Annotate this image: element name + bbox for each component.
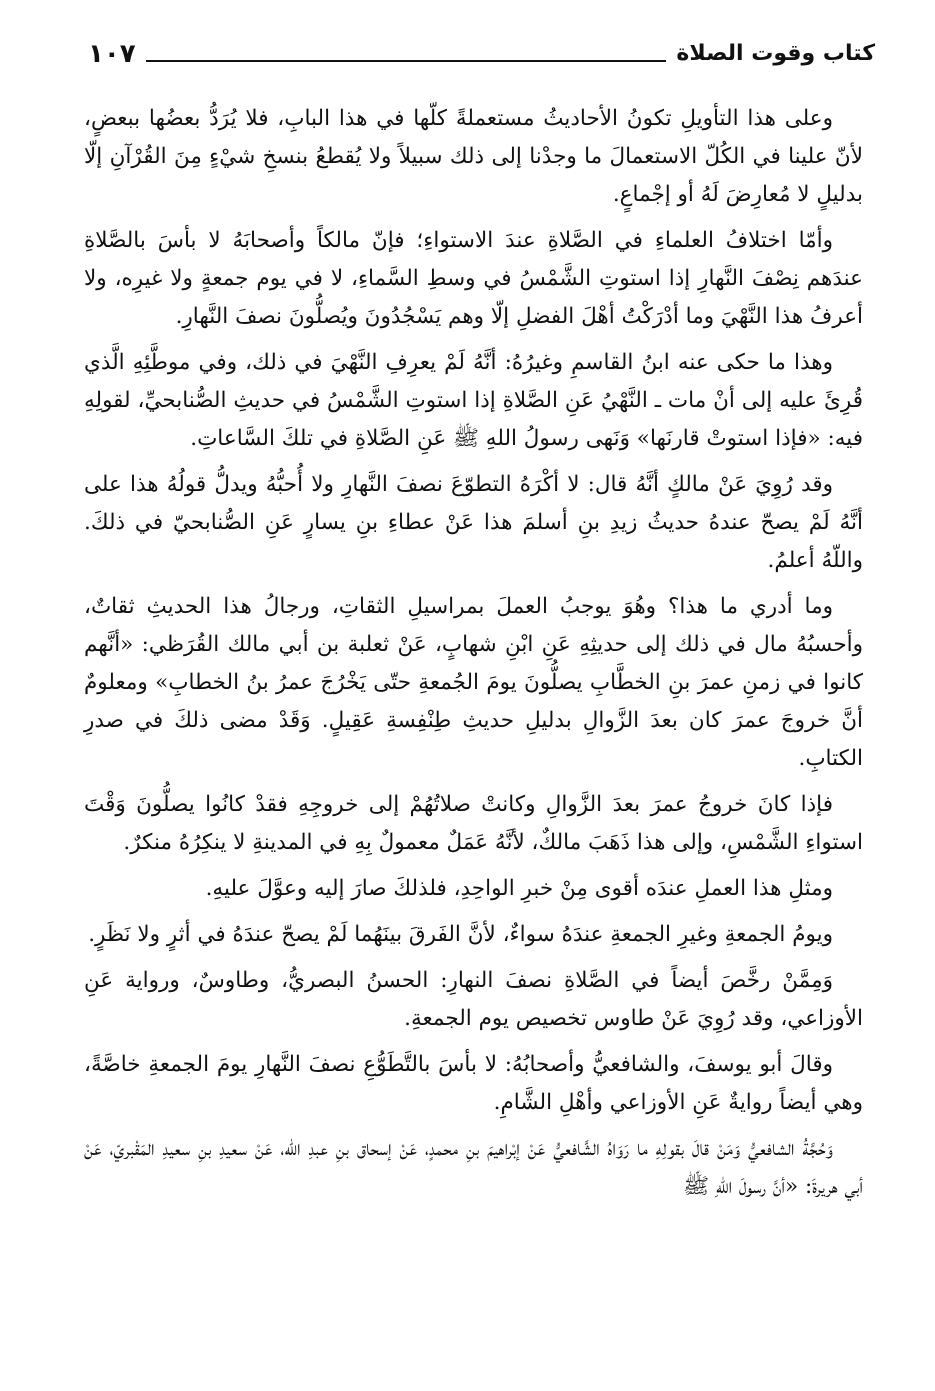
paragraph: وهذا ما حكى عنه ابنُ القاسمِ وغيرُهُ: أنَّهُ لَمْ يعرِفِ النَّهْيَ في ذلك، وفي موطَّئِهِ الَّذي قُرِئَ عليه إلى أنْ مات ـ النَّهْيُ عَنِ الصَّلاةِ إذا استوتِ الشَّمْسُ في حديثِ الصُّنابحيِّ، لقولِهِ فيه: «فإذا استوتْ قارنَها» وَنَهى رسولُ اللهِ ﷺ عَنِ الصَّلاةِ في تلكَ السَّاعاتِ. xyxy=(84,350,863,451)
paragraph: وأمّا اختلافُ العلماءِ في الصَّلاةِ عندَ الاستواءِ؛ فإنّ مالكاً وأصحابَهُ لا بأسَ بالصَّلاةِ عندَهم نِصْفَ النَّهارِ إذا استوتِ الشَّمْسُ في وسطِ السَّماءِ، لا في يوم جمعةٍ ولا غيرِه، ولا أعرفُ هذا النَّهْيَ وما أدْرَكْتُ أهْلَ الفضلِ إلّا وهم يَسْجُدُونَ ويُصلُّونَ نصفَ النَّهارِ. xyxy=(84,228,863,329)
page-header xyxy=(88,28,875,68)
header-rule xyxy=(146,60,667,62)
running-title: كتاب وقوت الصلاة xyxy=(676,41,875,66)
paragraph: وما أدري ما هذا؟ وهُوَ يوجبُ العملَ بمراسيلِ الثقاتِ، ورجالُ هذا الحديثِ ثقاتٌ، وأحسبُهُ مال في ذلك إلى حديثِهِ عَنِ ابْنِ شهابٍ، عَنْ ثعلبة بن أبي مالك القُرَظي: «أنَّهم كانوا في زمنِ عمرَ بنِ الخطَّابِ يصلُّونَ يومَ الجُمعةِ حتّى يَخْرُجَ عمرُ بنُ الخطابِ» ومعلومٌ أنَّ خروجَ عمرَ كان بعدَ الزَّوالِ بدليلِ حديثِ طِنْفِسةِ عَقِيلٍ. وَقَدْ مضى ذلكَ في صدرِ الكتابِ. xyxy=(84,594,863,771)
paragraph: وقد رُوِيَ عَنْ مالكٍ أنَّهُ قال: لا أكْرَهُ التطوّعَ نصفَ النَّهارِ ولا أُحبُّهُ ويدلُّ قولُهُ هذا على أنَّهُ لَمْ يصحّ عندهُ حديثُ زيدِ بنِ أسلمَ هذا عَنْ عطاءِ بنِ يسارٍ عَنِ الصُّنابحيّ في ذلكَ. واللّهُ أعلمُ. xyxy=(84,472,863,573)
paragraph: ومثلِ هذا العملِ عندَه أقوى مِنْ خبرِ الواحِدِ، فلذلكَ صارَ إليه وعوَّلَ عليهِ. xyxy=(205,876,833,901)
paragraph: فإذا كانَ خروجُ عمرَ بعدَ الزَّوالِ وكانتْ صلاتُهُمْ إلى خروجِهِ فقدْ كانُوا يصلُّونَ وَقْتَ استواءِ الشَّمْسِ، وإلى هذا ذَهَبَ مالكٌ، لأنَّهُ عَمَلٌ معمولٌ بِهِ في المدينةِ لا ينكِرُهُ منكرٌ. xyxy=(84,792,863,855)
body-text xyxy=(84,100,863,1214)
paragraph: ويومُ الجمعةِ وغيرِ الجمعةِ عندَهُ سواءٌ، لأنَّ الفَرقَ بينَهُما لَمْ يصحّ عندَهُ في أثرٍ ولا نَظَرٍ. xyxy=(88,922,833,947)
paragraph: وَمِمَّنْ رخَّصَ أيضاً في الصَّلاةِ نصفَ النهارِ: الحسنُ البصريُّ، وطاوسٌ، ورواية عَنِ الأوزاعي، وقد رُوِيَ عَنْ طاوس تخصيص يوم الجمعةِ. xyxy=(84,968,863,1031)
paragraph: وقالَ أبو يوسفَ، والشافعيُّ وأصحابُهُ: لا بأسَ بالتَّطَوُّعِ نصفَ النَّهارِ يومَ الجمعةِ خاصَّةً، وهي أيضاً روايةٌ عَنِ الأوزاعي وأهْلِ الشَّامِ. xyxy=(84,1052,863,1115)
page-number: ١٠٧ xyxy=(88,39,136,69)
paragraph: وعلى هذا التأويلِ تكونُ الأحاديثُ مستعملةً كلّها في هذا البابِ، فلا يُرَدُّ بعضُها ببعضٍ، لأنّ علينا في الكُلّ الاستعمالَ ما وجدْنا إلى ذلك سبيلاً ولا يُقطعُ بنسخِ شيْءٍ مِنَ القُرْآنِ إلّا بدليلٍ لا مُعارِضَ لَهُ أو إجْماعٍ. xyxy=(84,106,863,207)
paragraph: وَحُجَّةُ الشافعيُّ وَمَنْ قالَ بقولِهِ ما رَوَاهُ الشَّافعيُّ عَنْ إبْراهيمَ بنِ محمدٍ، عَنْ إسحاق بنِ عبدِ الله، عَنْ سعيدِ بنِ سعيدِ المَقْبريّ، عَنْ أبي هريرةَ: «أنَّ رسولَ اللّهِ ﷺ xyxy=(84,1136,863,1199)
